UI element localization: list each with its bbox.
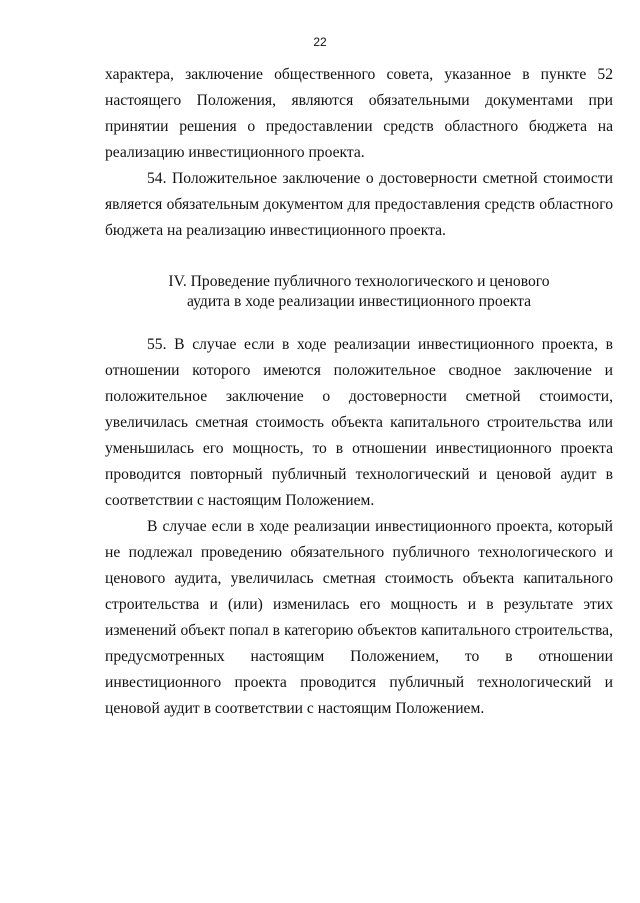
lower-text-block	[105, 332, 613, 722]
upper-text-block	[105, 62, 613, 244]
clause-55-paragraph: 55. В случае если в ходе реализации инвестиционного проекта, в отношении которого имеются положительное сводное заключение и положительное заключение о достоверности сметной стоимости, увеличилась сметная стоимость объекта капитального строительства или уменьшилась его мощность, то в отношении инвестиционного проекта проводится повторный публичный технологический и ценовой аудит в соответствии с настоящим Положением.	[105, 336, 613, 509]
section-heading	[105, 272, 613, 312]
clause-54-paragraph: 54. Положительное заключение о достоверности сметной стоимости является обязательным документом для предоставления средств областного бюджета на реализацию инвестиционного проекта.	[105, 170, 613, 239]
page-number: 22	[313, 35, 327, 49]
section-heading-line-2: аудита в ходе реализации инвестиционного проекта	[186, 293, 532, 310]
clause-55-second-paragraph: В случае если в ходе реализации инвестиционного проекта, который не подлежал проведению обязательного публичного технологического и ценового аудита, увеличилась сметная стоимость объекта капитального строительства и (или) изменилась его мощность и в результате этих изменений объект попал в категорию объектов капитального строительства, предусмотренных настоящим Положением, то в отношении инвестиционного проекта проводится публичный технологический и ценовой аудит в соответствии с настоящим Положением.	[105, 518, 613, 717]
continuation-paragraph: характера, заключение общественного совета, указанное в пункте 52 настоящего Положения, являются обязательными документами при принятии решения о предоставлении средств областного бюджета на реализацию инвестиционного проекта.	[105, 66, 613, 161]
section-heading-line-1: IV. Проведение публичного технологического и ценового	[168, 273, 550, 290]
